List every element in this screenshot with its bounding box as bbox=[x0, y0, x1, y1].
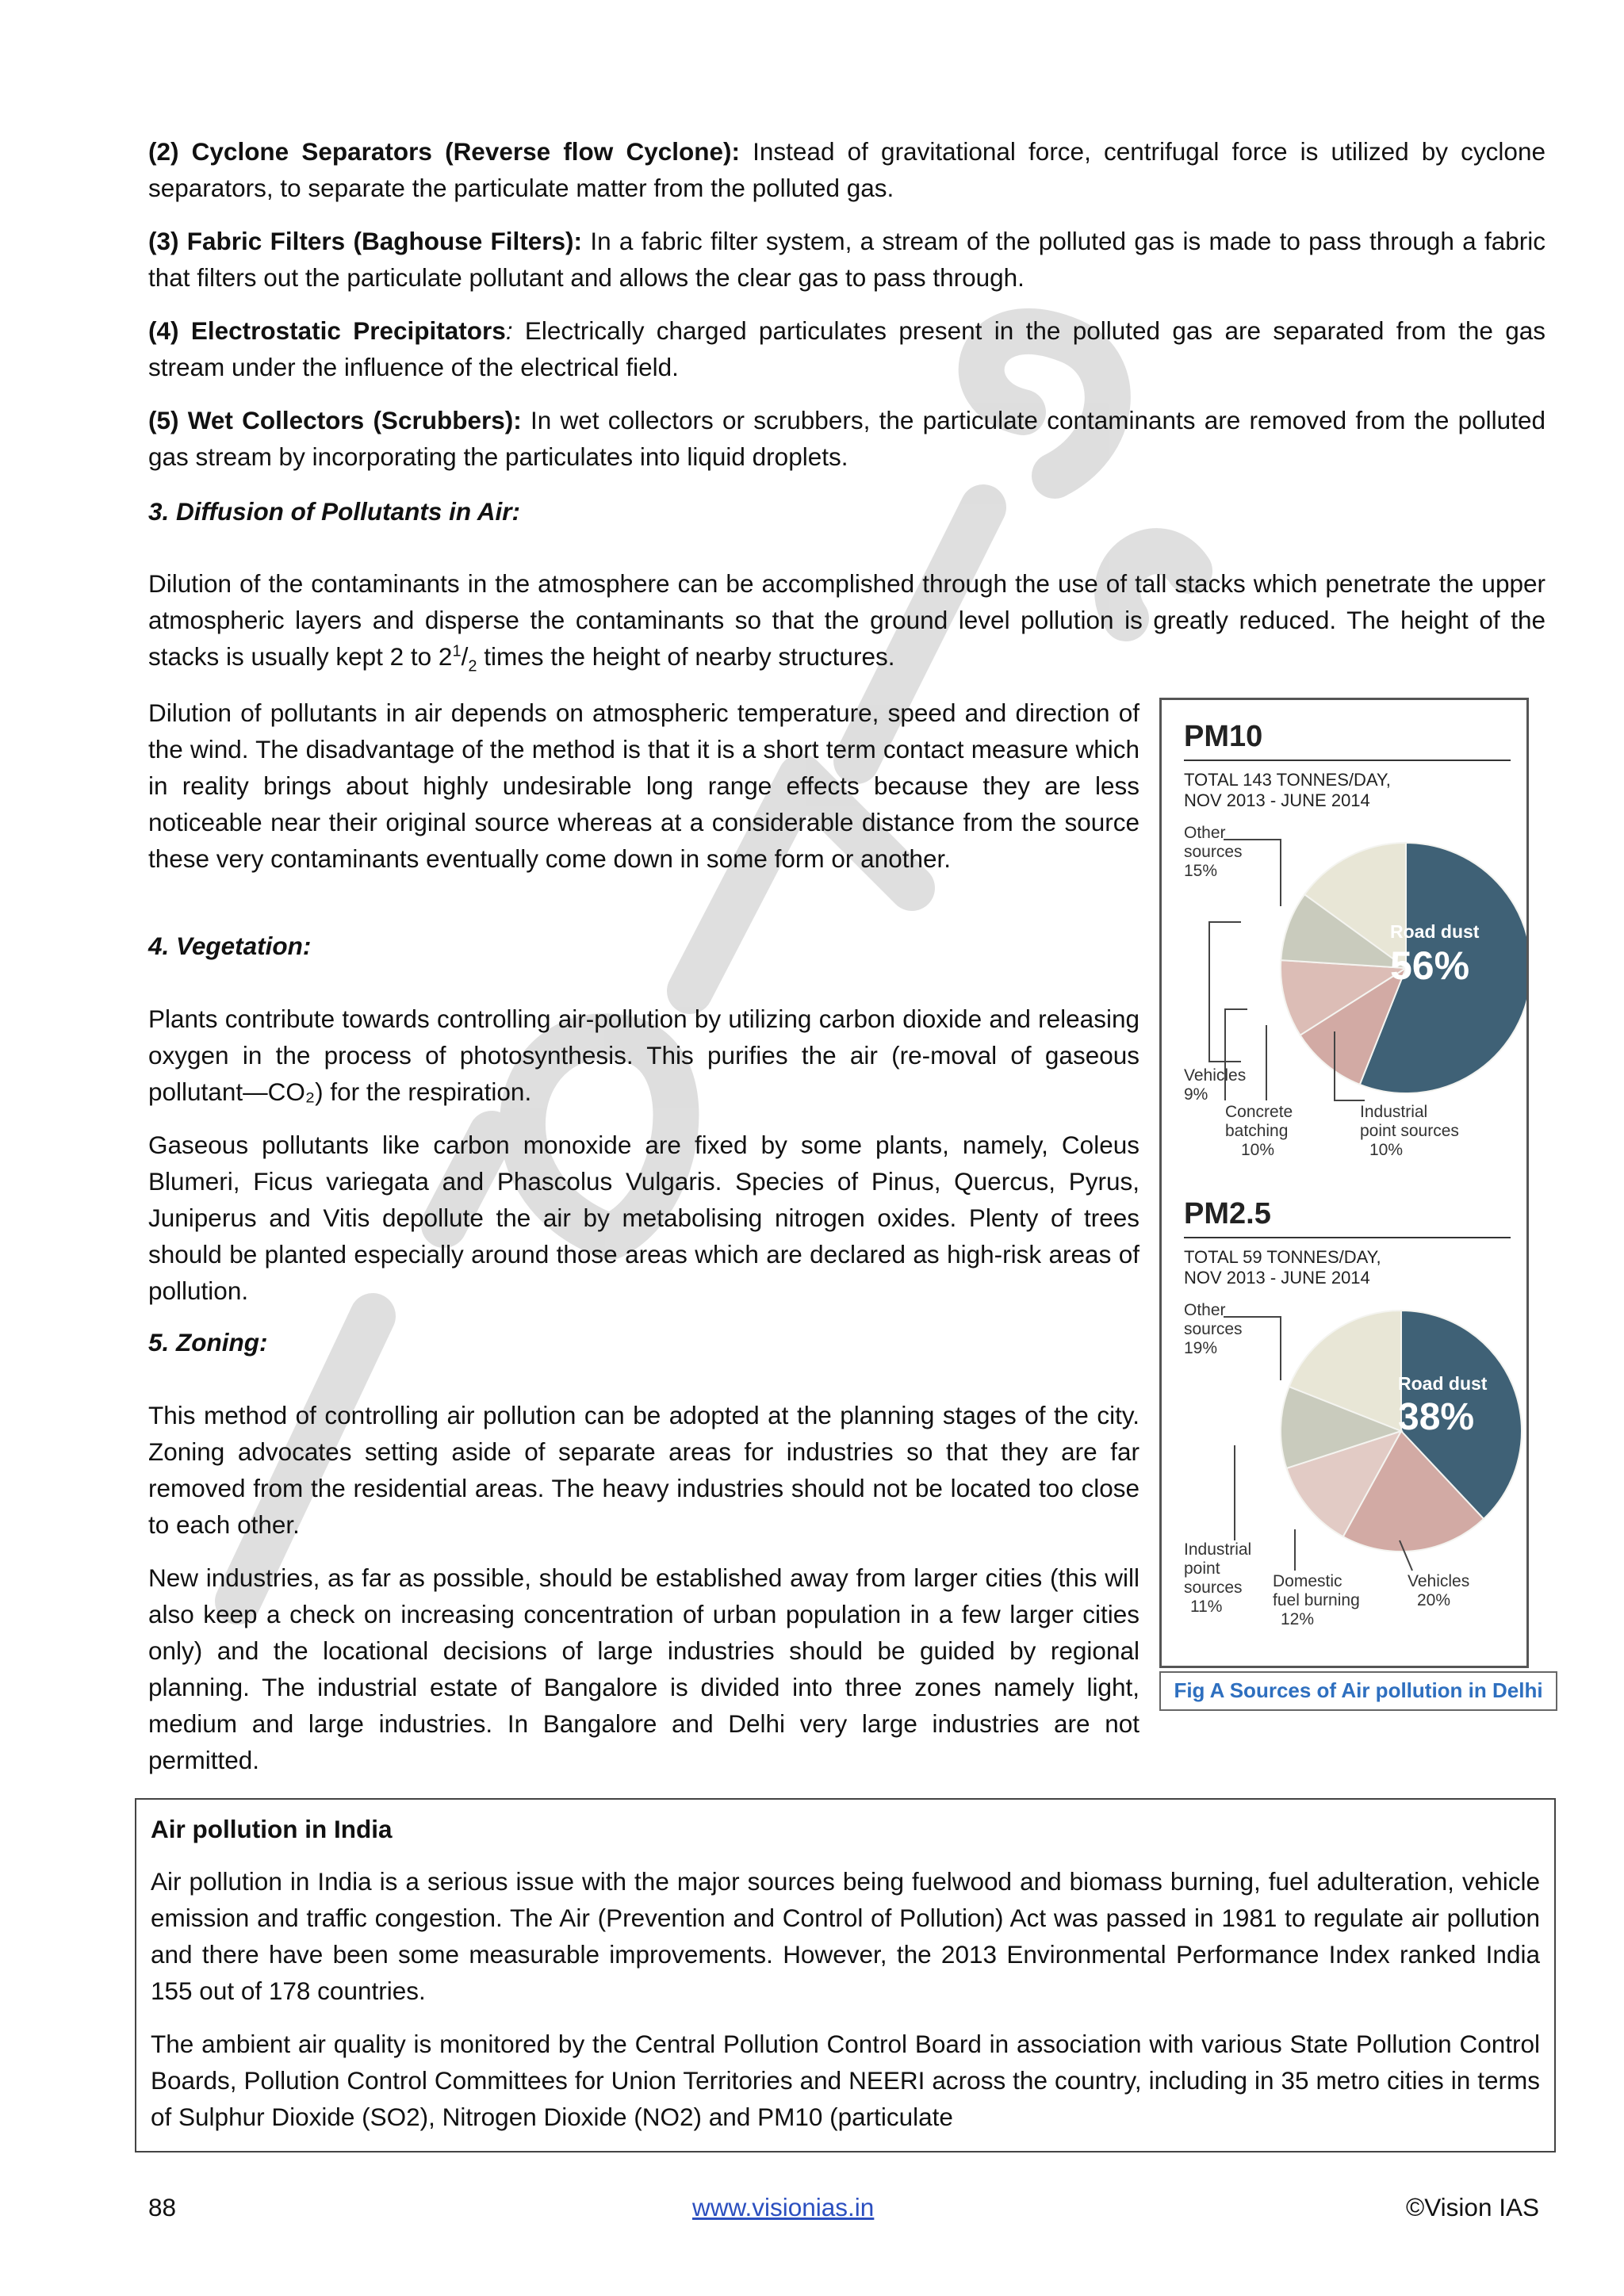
air-pollution-india-box bbox=[135, 1798, 1556, 2152]
pm10-vehicles-label: Vehicles bbox=[1184, 1066, 1247, 1085]
zoning-paragraph-2: New industries, as far as possible, should be established away from larger cities (this will also keep a check on increasing concentration of urban population in a few larger cities only) and the locational decisions of large industries should be guided by regional planning. The industrial estate of Bangalore is divided into three zones namely light, medium and large industries. In Bangalore and Delhi very large industries are not permitted. bbox=[148, 1563, 1139, 1774]
fabric-filter-paragraph: (3) Fabric Filters (Baghouse Filters): In a fabric filter system, a stream of the polluted gas is made to pass through a fabric that filters out the particulate pollutant and allows the clear gas to pass through. bbox=[148, 227, 1545, 292]
methods-block bbox=[148, 133, 1545, 475]
zoning-block bbox=[148, 1397, 1139, 1778]
box-title: Air pollution in India bbox=[151, 1815, 393, 1843]
pm25-total: TOTAL 59 TONNES/DAY, bbox=[1184, 1247, 1381, 1267]
page-number: 88 bbox=[148, 2193, 177, 2221]
pm10-road-label: Road dust bbox=[1390, 921, 1480, 942]
pollution-figure bbox=[1159, 698, 1529, 1668]
pm10-vehicles-pct: 9% bbox=[1184, 1085, 1208, 1104]
cyclone-paragraph: (2) Cyclone Separators (Reverse flow Cyclone): Instead of gravitational force, centrifugal force is utilized by cyclone separators, to separate the particulate matter from the polluted gas. bbox=[148, 137, 1545, 202]
pm25-vehicles-label: Vehicles bbox=[1408, 1572, 1470, 1590]
pm25-domestic-label-2: fuel burning bbox=[1273, 1591, 1360, 1609]
vegetation-block bbox=[148, 1001, 1139, 1309]
wet-collector-paragraph: (5) Wet Collectors (Scrubbers): In wet collectors or scrubbers, the particulate contaminants are removed from the polluted gas stream by incorporating the particulates into liquid droplets. bbox=[148, 406, 1545, 471]
pm10-industrial-label: Industrial bbox=[1360, 1103, 1428, 1121]
copyright: ©Vision IAS bbox=[1406, 2193, 1539, 2221]
precipitator-paragraph: (4) Electrostatic Precipitators: Electrically charged particulates present in the polluted gas are separated from the gas stream under the influence of the electrical field. bbox=[148, 316, 1546, 381]
pm25-other-pct: 19% bbox=[1184, 1339, 1218, 1357]
pm10-other-label-2: sources bbox=[1184, 843, 1243, 861]
pie-charts bbox=[1162, 700, 1526, 1666]
pm10-total: TOTAL 143 TONNES/DAY, bbox=[1184, 770, 1391, 790]
pm25-other-label: Other bbox=[1184, 1301, 1226, 1319]
pm10-title: PM10 bbox=[1184, 720, 1263, 753]
pm25-industrial-pct: 11% bbox=[1190, 1598, 1223, 1616]
pm10-other-label: Other bbox=[1184, 824, 1226, 842]
pm25-vehicles-pct: 20% bbox=[1417, 1591, 1451, 1609]
pm10-period: NOV 2013 - JUNE 2014 bbox=[1184, 790, 1370, 810]
section3-title: 3. Diffusion of Pollutants in Air: bbox=[148, 497, 520, 526]
pm25-domestic-label: Domestic bbox=[1273, 1572, 1342, 1590]
pm10-industrial-pct: 10% bbox=[1369, 1141, 1404, 1159]
pm10-road-pct: 56% bbox=[1390, 943, 1470, 988]
pm25-period: NOV 2013 - JUNE 2014 bbox=[1184, 1268, 1370, 1288]
pm25-domestic-pct: 12% bbox=[1281, 1610, 1315, 1628]
website-link[interactable]: www.visionias.in bbox=[692, 2193, 875, 2221]
vegetation-paragraph-1: Plants contribute towards controlling air-pollution by utilizing carbon dioxide and releasing oxygen in the process of photosynthesis. This purifies the air (re-moval of gaseous pollutant—CO₂) for the respiration. bbox=[148, 1004, 1139, 1106]
vegetation-paragraph-2: Gaseous pollutants like carbon monoxide are fixed by some plants, namely, Coleus Blumeri, Ficus variegata and Phascolus Vulgaris. Species of Pinus, Quercus, Pyrus, Juniperus and Vitis depollute the air by metabolising nitrogen oxides. Plenty of trees should be planted especially around those areas which are declared as high-risk areas of pollution. bbox=[148, 1131, 1139, 1305]
section4-title: 4. Vegetation: bbox=[148, 932, 312, 960]
pm25-industrial-label-3: sources bbox=[1184, 1578, 1243, 1597]
pm10-other-pct: 15% bbox=[1184, 862, 1218, 880]
box-paragraph-1: Air pollution in India is a serious issue with the major sources being fuelwood and biomass burning, fuel adulteration, vehicle emission and traffic congestion. The Air (Prevention and Control of Pollution) Act was passed in 1981 to regulate air pollution and there have been some measurable improvements. However, the 2013 Environmental Performance Index ranked India 155 out of 178 countries. bbox=[151, 1867, 1540, 2005]
pm25-other-label-2: sources bbox=[1184, 1320, 1243, 1338]
pm10-concrete-label-2: batching bbox=[1225, 1122, 1289, 1140]
pm25-road-label: Road dust bbox=[1398, 1373, 1488, 1394]
zoning-paragraph-1: This method of controlling air pollution can be adopted at the planning stages of the city. Zoning advocates setting aside of separate areas for industries so that they are far removed from the residential areas. The heavy industries should not be located too close to each other. bbox=[148, 1401, 1139, 1539]
section5-title: 5. Zoning: bbox=[148, 1328, 268, 1357]
pm10-industrial-label-2: point sources bbox=[1360, 1122, 1459, 1140]
pm25-industrial-label: Industrial bbox=[1184, 1540, 1252, 1559]
pm25-industrial-label-2: point bbox=[1184, 1559, 1220, 1578]
pm10-concrete-label: Concrete bbox=[1225, 1103, 1293, 1121]
pm25-road-pct: 38% bbox=[1398, 1396, 1475, 1438]
pm25-title: PM2.5 bbox=[1184, 1197, 1271, 1230]
diffusion-paragraph: Dilution of the contaminants in the atmosphere can be accomplished through the use of tall stacks which penetrate the upper atmospheric layers and disperse the contaminants so that the ground level pollution is greatly reduced. The height of the stacks is usually kept 2 to $2^1/_2$ times the height of nearby structures. bbox=[148, 569, 1545, 675]
box-paragraph-2: The ambient air quality is monitored by the Central Pollution Control Board in association with various State Pollution Control Boards, Pollution Control Committees for Union Territories and NEERI across the country, including in 35 metro cities in terms of Sulphur Dioxide (SO2), Nitrogen Dioxide (NO2) and PM10 (particulate bbox=[151, 2030, 1540, 2131]
dilution-paragraph: Dilution of pollutants in air depends on atmospheric temperature, speed and direction of the wind. The disadvantage of the method is that it is a short term contact measure which in reality brings about highly undesirable long range effects because they are less noticeable near their original source whereas at a considerable distance from the source these very contaminants eventually come down in some form or another. bbox=[148, 698, 1139, 873]
figure-caption: Fig A Sources of Air pollution in Delhi bbox=[1159, 1671, 1557, 1711]
pm10-concrete-pct: 10% bbox=[1241, 1141, 1275, 1159]
